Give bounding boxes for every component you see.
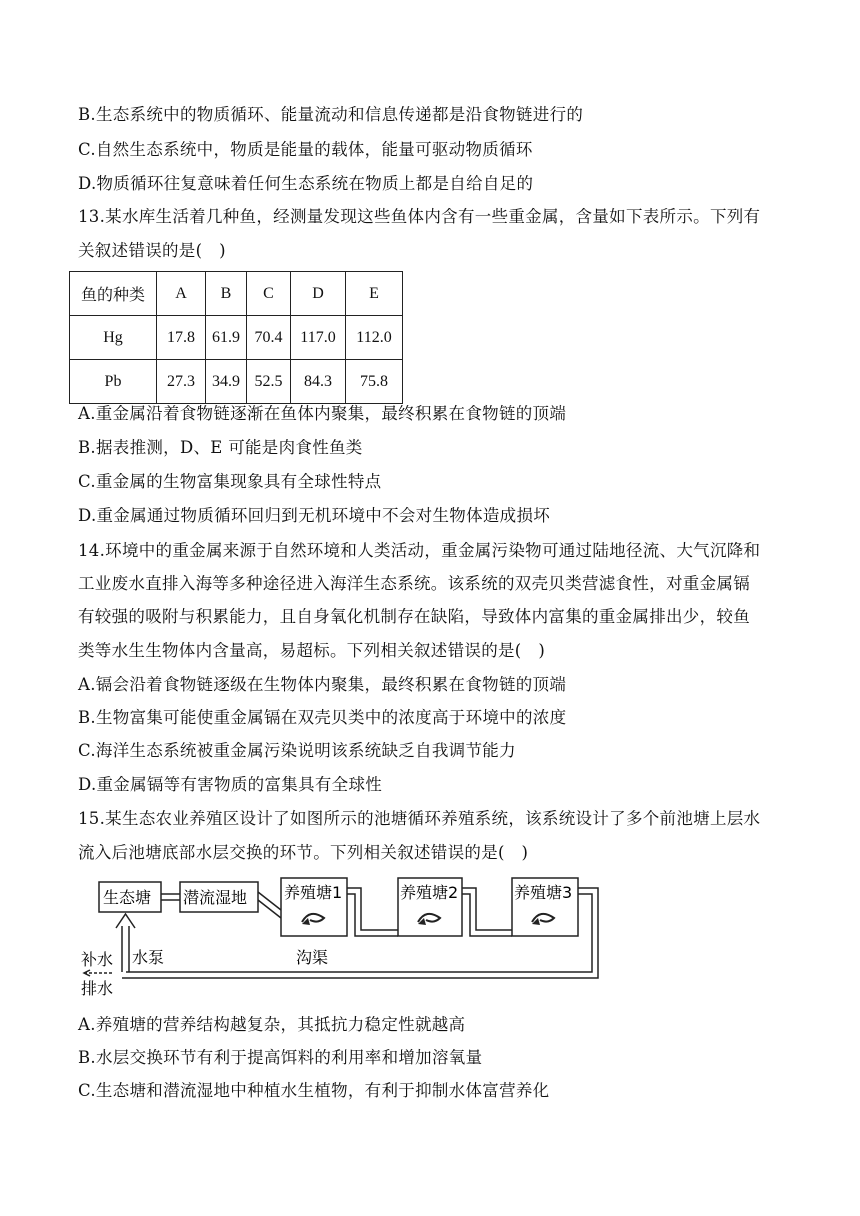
question-14-line-4: 类等水生生物体内含量高，易超标。下列相关叙述错误的是( ) [78,641,546,660]
table-cell: 84.3 [291,360,346,404]
table-cell: 117.0 [291,316,346,360]
table-cell: 75.8 [346,360,403,404]
table-cell: D [291,272,346,316]
table-cell: 61.9 [206,316,247,360]
option-12c: C.自然生态系统中，物质是能量的载体，能量可驱动物质循环 [78,140,533,159]
option-14b: B.生物富集可能使重金属镉在双壳贝类中的浓度高于环境中的浓度 [78,708,567,727]
pond-3-label: 养殖塘3 [514,883,573,902]
water-in-label: 补水 [81,950,114,969]
question-13-line-1: 13.某水库生活着几种鱼，经测量发现这些鱼体内含有一些重金属，含量如下表所示。下列有 [78,207,761,226]
table-cell: C [247,272,291,316]
option-15a: A.养殖塘的营养结构越复杂，其抵抗力稳定性就越高 [78,1015,466,1034]
question-14-line-1: 14.环境中的重金属来源于自然环境和人类活动，重金属污染物可通过陆地径流、大气沉降和 [78,541,761,560]
table-cell: Hg [70,316,157,360]
swirl-icon [302,914,554,922]
table-cell: 112.0 [346,316,403,360]
channel-label: 沟渠 [296,948,329,967]
eco-pond-label: 生态塘 [103,888,152,907]
table-cell: 70.4 [247,316,291,360]
heavy-metal-table [69,271,403,404]
option-13c: C.重金属的生物富集现象具有全球性特点 [78,472,382,491]
pond-2-label: 养殖塘2 [400,883,459,902]
water-out-label: 排水 [81,979,114,998]
question-15-line-2: 流入后池塘底部水层交换的环节。下列相关叙述错误的是( ) [78,843,529,862]
table-cell: B [206,272,247,316]
table-cell: 34.9 [206,360,247,404]
question-13-line-2: 关叙述错误的是( ) [78,241,226,260]
pump-arrow [116,914,135,928]
question-14-line-3: 有较强的吸附与积累能力，且自身氧化机制存在缺陷，导致体内富集的重金属排出少，较鱼 [78,607,750,626]
option-14a: A.镉会沿着食物链逐级在生物体内聚集，最终积累在食物链的顶端 [78,675,567,694]
option-14c: C.海洋生态系统被重金属污染说明该系统缺乏自我调节能力 [78,741,516,760]
table-cell: 17.8 [157,316,206,360]
pump-label: 水泵 [132,948,165,967]
pond-circulation-diagram [78,870,608,1000]
table-row [70,360,403,404]
table-cell: E [346,272,403,316]
pond-1-label: 养殖塘1 [284,883,343,902]
table-cell: 鱼的种类 [70,272,157,316]
question-14-line-2: 工业废水直排入海等多种途径进入海洋生态系统。该系统的双壳贝类营滤食性，对重金属镉 [78,574,750,593]
option-15b: B.水层交换环节有利于提高饵料的利用率和增加溶氧量 [78,1048,483,1067]
option-13a: A.重金属沿着食物链逐渐在鱼体内聚集，最终积累在食物链的顶端 [78,404,567,423]
option-13d: D.重金属通过物质循环回归到无机环境中不会对生物体造成损坏 [78,506,551,525]
table-header-row [70,272,403,316]
wetland-label: 潜流湿地 [183,888,248,907]
table-cell: A [157,272,206,316]
option-14d: D.重金属镉等有害物质的富集具有全球性 [78,775,383,794]
table-cell: 52.5 [247,360,291,404]
table-cell: 27.3 [157,360,206,404]
option-15c: C.生态塘和潜流湿地中种植水生植物，有利于抑制水体富营养化 [78,1081,550,1100]
table-row [70,316,403,360]
option-12b: B.生态系统中的物质循环、能量流动和信息传递都是沿食物链进行的 [78,105,584,124]
option-13b: B.据表推测，D、E 可能是肉食性鱼类 [78,438,363,457]
option-12d: D.物质循环往复意味着任何生态系统在物质上都是自给自足的 [78,174,534,193]
table-cell: Pb [70,360,157,404]
question-15-line-1: 15.某生态农业养殖区设计了如图所示的池塘循环养殖系统，该系统设计了多个前池塘上层水 [78,809,761,828]
